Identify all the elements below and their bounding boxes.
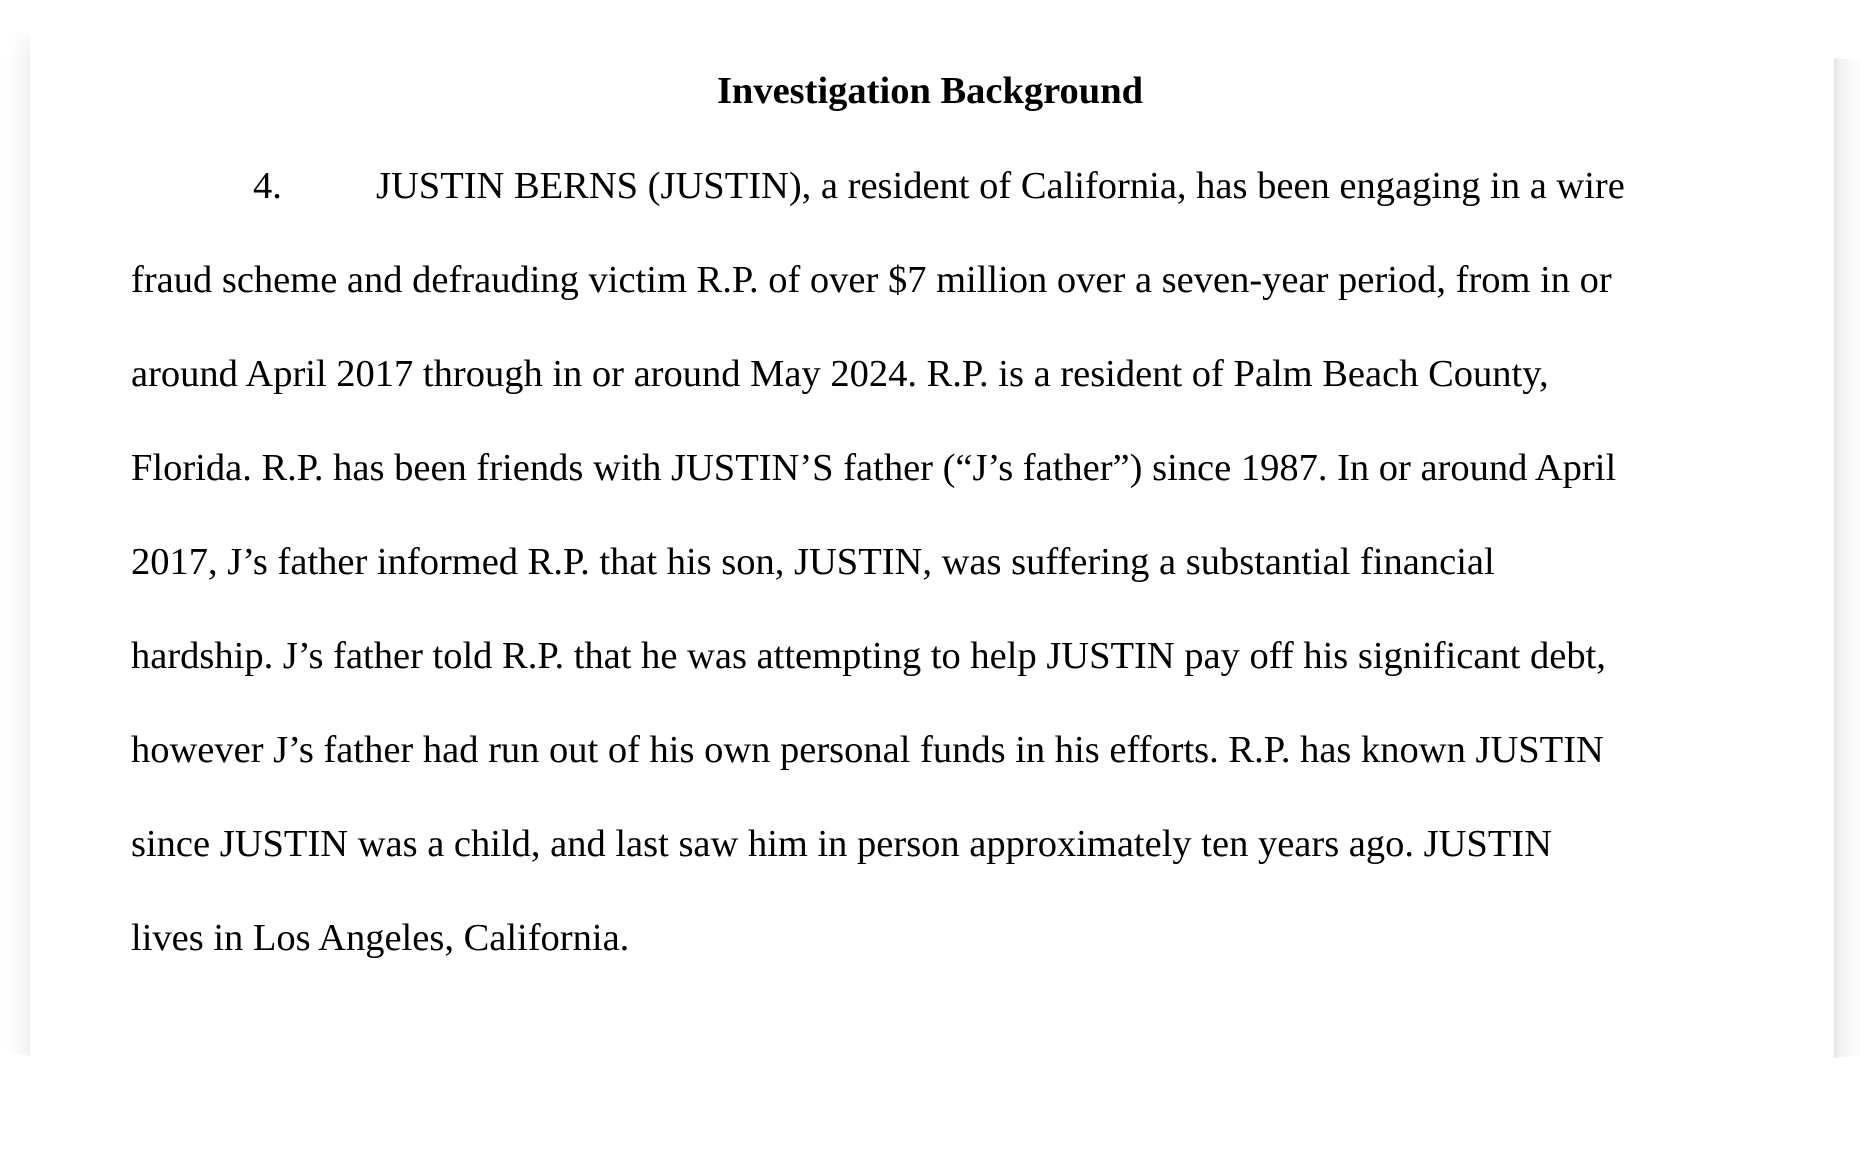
paragraph-line-3: around April 2017 through in or around May 2024. R.P. is a resident of Palm Beach County, <box>131 353 1549 395</box>
paragraph-line-2: fraud scheme and defrauding victim R.P. of over $7 million over a seven-year period, from in or <box>131 259 1612 301</box>
paragraph-line-9: lives in Los Angeles, California. <box>131 917 630 959</box>
paragraph-line-8: since JUSTIN was a child, and last saw him in person approximately ten years ago. JUSTIN <box>131 823 1552 865</box>
section-heading: Investigation Background <box>716 70 1144 112</box>
torn-top-edge <box>0 0 1860 70</box>
paragraph-line-7: however J’s father had run out of his own personal funds in his efforts. R.P. has known JUSTIN <box>131 729 1604 771</box>
paragraph-line-6: hardship. J’s father told R.P. that he was attempting to help JUSTIN pay off his significant debt, <box>131 635 1606 677</box>
paragraph-line-1: JUSTIN BERNS (JUSTIN), a resident of California, has been engaging in a wire <box>376 165 1625 207</box>
paragraph-number: 4. <box>253 165 282 207</box>
paragraph-line-5: 2017, J’s father informed R.P. that his son, JUSTIN, was suffering a substantial financial <box>131 541 1495 583</box>
paragraph-line-4: Florida. R.P. has been friends with JUSTIN’S father (“J’s father”) since 1987. In or around April <box>131 447 1617 489</box>
torn-bottom-edge <box>0 1020 1860 1161</box>
